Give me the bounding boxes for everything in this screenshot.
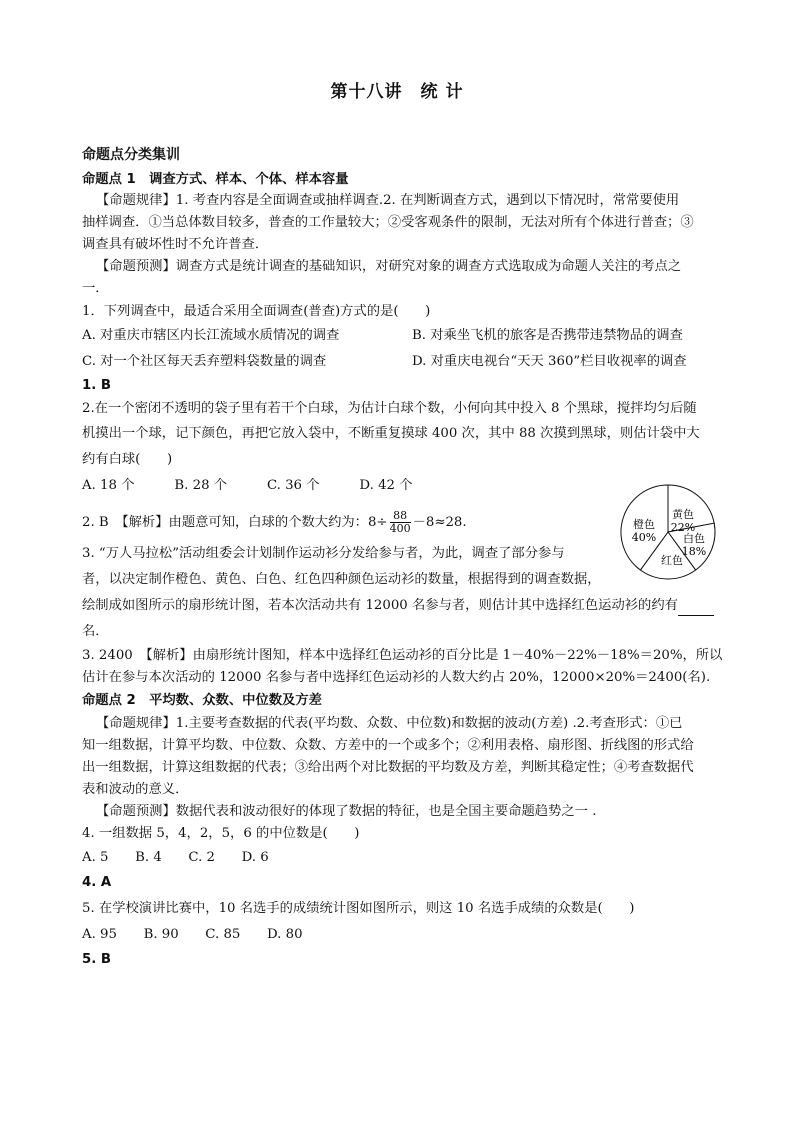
- q2-stem-line: 2.在一个密闭不透明的袋子里有若干个白球，为估计白球个数，小何向其中投入 8 个黑球，搅拌均匀后随: [82, 401, 697, 416]
- fraction-numerator: 88: [390, 510, 411, 523]
- pie-value-黄色: 22%: [670, 521, 696, 534]
- topic1-predict-line: 【命题预测】调查方式是统计调查的基础知识，对研究对象的调查方式选取成为命题人关注的考点之: [96, 259, 682, 274]
- pie-value-橙色: 40%: [631, 531, 657, 544]
- topic2-predict-line: 【命题预测】数据代表和波动很好的体现了数据的特征，也是全国主要命题趋势之一 .: [96, 804, 597, 819]
- topic1-rule-line: 调查具有破坏性时不允许普查．: [82, 237, 269, 252]
- q5-answer: 5. B: [82, 952, 112, 967]
- fraction: [390, 510, 411, 535]
- q4-options: A. 5 B. 4 C. 2 D. 6: [82, 850, 269, 865]
- q2-stem-line: 机摸出一个球，记下颜色，再把它放入袋中，不断重复摸球 400 次，其中 88 次摸到黑球，则估计袋中大: [82, 426, 700, 441]
- q2-options: A. 18 个 B. 28 个 C. 36 个 D. 42 个: [82, 478, 413, 493]
- q3-stem-text: 绘制成如图所示的扇形统计图，若本次活动共有 12000 名参与者，则估计其中选择红色运动衫的约有: [82, 598, 678, 613]
- topic1-rule-line: 抽样调查．①当总体数目较多，普查的工作量较大；②受客观条件的限制，无法对所有个体进行普查；③: [82, 215, 694, 230]
- q3-stem-line: 者，以决定制作橙色、黄色、白色、红色四种颜色运动衫的数量，根据得到的调查数据，: [82, 572, 601, 587]
- q3-stem-line: 名．: [82, 624, 109, 639]
- pie-label-红色: 红色: [661, 554, 683, 567]
- pie-label-白色: 白色: [683, 532, 705, 545]
- q3-answer-line: 估计在参与本次活动的 12000 名参与者中选择红色运动衫的人数大约占 20%，12000×20%＝2400(名).: [82, 670, 711, 685]
- q4-stem: 4. 一组数据 5，4，2，5，6 的中位数是( ): [82, 826, 360, 841]
- q1-option-d: D. 对重庆电视台“天天 360”栏目收视率的调查: [412, 354, 687, 369]
- q2-answer: [82, 510, 467, 536]
- q3-answer-line: 3. 2400 【解析】由扇形统计图知，样本中选择红色运动衫的百分比是 1－40%－22%－18%＝20%，所以: [82, 648, 723, 663]
- q1-answer: 1. B: [82, 378, 112, 393]
- q5-options: A. 95 B. 90 C. 85 D. 80: [82, 927, 303, 942]
- topic1-rule-line: 【命题规律】1. 考查内容是全面调查或抽样调查.2. 在判断调查方式，遇到以下情况时，常常要使用: [96, 193, 680, 208]
- q2-answer-prefix: 2. B 【解析】由题意可知，白球的个数大约为：8÷: [82, 515, 388, 530]
- topic2-heading: 命题点 2 平均数、众数、中位数及方差: [82, 693, 322, 708]
- pie-label-橙色: 橙色: [633, 518, 655, 531]
- topic2-rule-line: 【命题规律】1.主要考查数据的代表(平均数、众数、中位数)和数据的波动(方差) .2.考查形式：①已: [96, 716, 683, 731]
- pie-label-黄色: 黄色: [672, 508, 694, 521]
- q1-option-b: B. 对乘坐飞机的旅客是否携带违禁物品的调查: [412, 328, 683, 343]
- topic2-rule-line: 出一组数据，计算这组数据的代表；③给出两个对比数据的平均数及方差，判断其稳定性；④考查数据代: [82, 760, 694, 775]
- q2-answer-suffix: －8≈28.: [412, 515, 467, 530]
- section-heading: 命题点分类集训: [82, 147, 180, 163]
- answer-blank: [678, 601, 714, 616]
- pie-chart: [618, 482, 718, 582]
- topic2-rule-line: 表和波动的意义．: [82, 782, 189, 797]
- topic1-predict-line: 一．: [82, 281, 109, 296]
- topic2-rule-line: 知一组数据，计算平均数、中位数、众数、方差中的一个或多个；②利用表格、扇形图、折线图的形式给: [82, 738, 694, 753]
- page-title: 第十八讲 统 计: [330, 82, 464, 102]
- q4-answer: 4. A: [82, 875, 112, 890]
- q3-stem-line: 3. “万人马拉松”活动组委会计划制作运动衫分发给参与者，为此，调查了部分参与: [82, 546, 565, 561]
- q1-option-c: C. 对一个社区每天丢弃塑料袋数量的调查: [82, 354, 327, 369]
- pie-value-白色: 18%: [681, 545, 707, 558]
- topic1-heading: 命题点 1 调查方式、样本、个体、样本容量: [82, 172, 349, 187]
- q3-stem-line: [82, 596, 714, 616]
- q2-stem-line: 约有白球( ): [82, 452, 173, 467]
- q5-stem: 5. 在学校演讲比赛中，10 名选手的成绩统计图如图所示，则这 10 名选手成绩的众数是( ): [82, 901, 635, 916]
- fraction-denominator: 400: [389, 522, 411, 535]
- q1-stem: 1．下列调查中，最适合采用全面调查(普查)方式的是( ): [82, 304, 431, 319]
- q1-option-a: A. 对重庆市辖区内长江流域水质情况的调查: [82, 328, 340, 343]
